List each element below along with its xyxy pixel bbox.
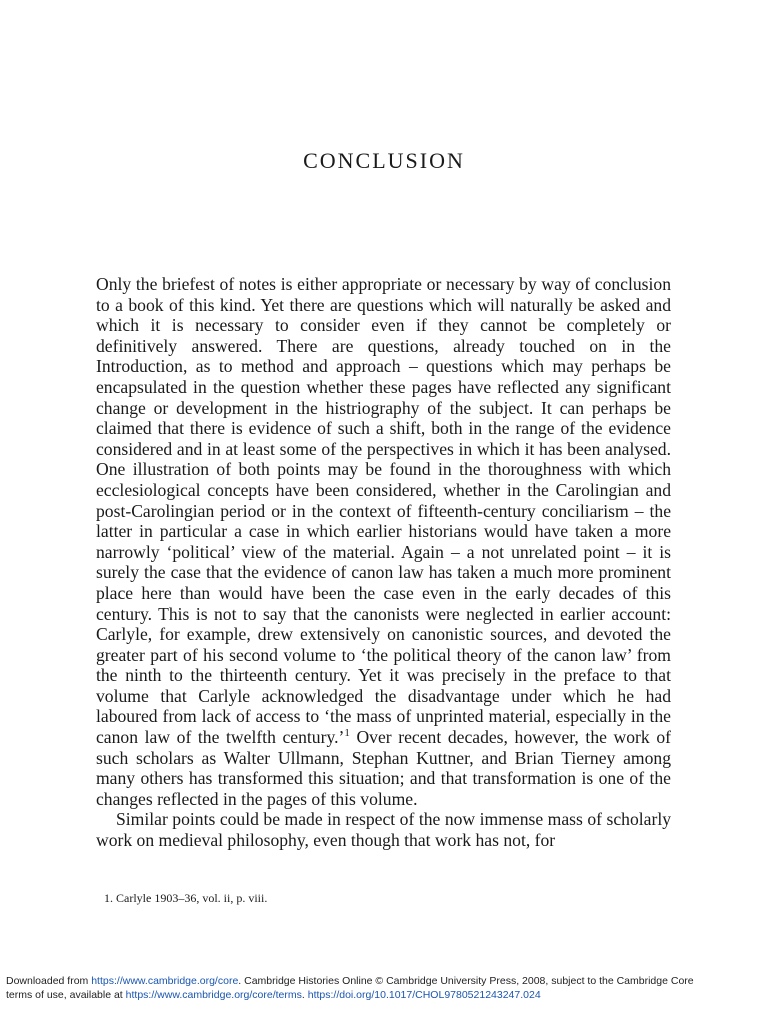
footnote-text: Carlyle 1903–36, vol. ii, p. viii. [113, 891, 268, 905]
footer-copyright: . Cambridge Histories Online © Cambridge University Press, 2008 [238, 975, 546, 987]
doi-link[interactable]: https://doi.org/10.1017/CHOL9780521243247.024 [307, 989, 541, 1001]
paragraph-2: Similar points could be made in respect of the now immense mass of scholarly work on medieval philosophy, even though that work has not, for [96, 809, 671, 851]
footer-downloaded-from: Downloaded from [6, 975, 92, 987]
paragraph-1 [96, 274, 671, 809]
terms-link[interactable]: https://www.cambridge.org/core/terms [125, 989, 302, 1001]
chapter-title: CONCLUSION [303, 148, 465, 173]
footnote-reference[interactable]: 1 [344, 727, 350, 740]
source-link[interactable]: https://www.cambridge.org/core [91, 975, 239, 987]
footer-terms-prefix: terms of use, available at [6, 989, 126, 1001]
body-text [96, 274, 671, 851]
download-footer [6, 974, 766, 1002]
footnote [104, 891, 664, 906]
footnote-number: 1. [104, 891, 113, 905]
paragraph-1-part-a: Only the briefest of notes is either appropriate or necessary by way of conclusion to a book of this kind. Yet there are questions which will naturally be asked and which it is necessary to consider even if they cannot be completely or definitively answered. There are questions, already touched on in the Introduction, as to method and approach – questions which may perhaps be encapsulated in the question whether these pages have reflected any significant change or development in the histriography of the subject. It can perhaps be claimed that there is evidence of such a shift, both in the range of the evidence considered and in at least some of the perspectives in which it has been analysed. One illustration of both points may be found in the thoroughness with which ecclesiological concepts have been considered, whether in the Carolingian and post-Carolingian period or in the context of fifteenth-century conciliarism – the latter in particular a case in which earlier historians would have taken a more narrowly ‘political’ view of the material. Again – a not unrelated point – it is surely the case that the evidence of canon law has taken a much more prominent place here than would have been the case even in the early decades of this century. This is not to say that the canonists were neglected in earlier account: Carlyle, for example, drew extensively on canonistic sources, and devoted the greater part of his second volume to ‘the political theory of the canon law’ from the ninth to the thirteenth century. Yet it was precisely in the preface to that volume that Carlyle acknowledged the disadvantage under which he had laboured from lack of access to ‘the mass of unprinted material, especially in the canon law of the twelfth century.’ [96, 274, 671, 748]
footer-separator: . [301, 989, 308, 1001]
footer-subject: , subject to the Cambridge Core [545, 975, 694, 987]
paragraph-1-part-b: Over recent decades, however, the work of such scholars as Walter Ullmann, Stephan Kuttner, and Brian Tierney among many others has transformed this situation; and that transformation is one of the changes reflected in the pages of this volume. [96, 727, 671, 809]
